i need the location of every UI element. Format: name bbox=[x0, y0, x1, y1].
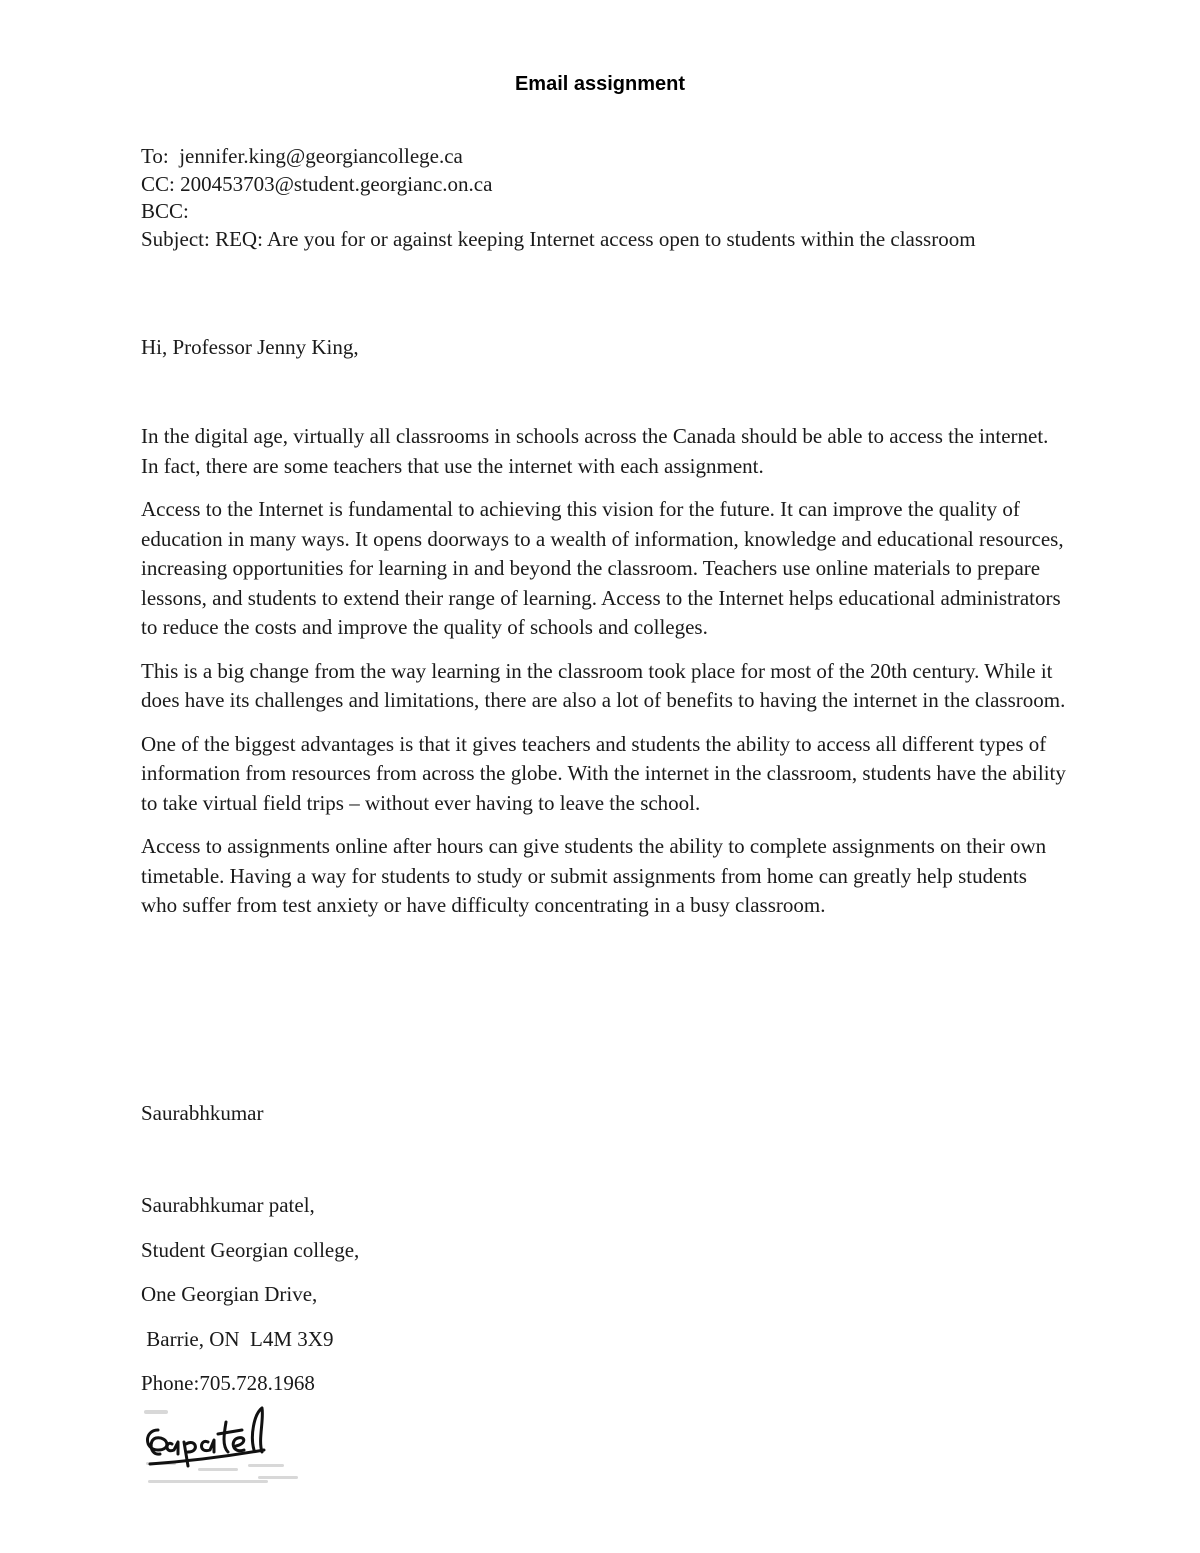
handwritten-signature bbox=[138, 1400, 308, 1492]
contact-street: One Georgian Drive, bbox=[141, 1282, 318, 1306]
subject-line: Subject: REQ: Are you for or against keeping Internet access open to students within the classroom bbox=[141, 226, 976, 251]
cc-line: CC: 200453703@student.georgianc.on.ca bbox=[141, 171, 493, 196]
body-paragraph: In the digital age, virtually all classrooms in schools across the Canada should be able to access the internet. In fact, there are some teachers that use the internet with each assignment. bbox=[141, 424, 1049, 478]
body-paragraph: One of the biggest advantages is that it gives teachers and students the ability to access all different types of information from resources from across the globe. With the internet in the classroom, students have the ability to take virtual field trips – without ever having to leave the school. bbox=[141, 731, 1066, 815]
email-body bbox=[141, 422, 1066, 935]
contact-block bbox=[141, 1191, 359, 1414]
contact-phone: Phone:705.728.1968 bbox=[141, 1371, 315, 1395]
contact-name: Saurabhkumar patel, bbox=[141, 1193, 315, 1217]
body-paragraph: Access to the Internet is fundamental to achieving this vision for the future. It can improve the quality of education in many ways. It opens doorways to a wealth of information, knowledge and educational resources, increasing opportunities for learning in and beyond the classroom. Teachers use online materials to prepare lessons, and students to extend their range of learning. Access to the Internet helps educational administrators to reduce the costs and improve the quality of schools and colleges. bbox=[141, 497, 1064, 639]
email-header bbox=[141, 143, 1061, 253]
body-paragraph: This is a big change from the way learning in the classroom took place for most of the 20th century. While it does have its challenges and limitations, there are also a lot of benefits to having the internet in the classroom. bbox=[141, 658, 1066, 712]
document-title: Email assignment bbox=[514, 73, 686, 95]
signoff-name: Saurabhkumar bbox=[141, 1101, 264, 1125]
contact-city: Barrie, ON L4M 3X9 bbox=[141, 1326, 334, 1351]
contact-affiliation: Student Georgian college, bbox=[141, 1237, 360, 1262]
bcc-line: BCC: bbox=[141, 199, 189, 223]
body-paragraph: Access to assignments online after hours can give students the ability to complete assignments on their own timetable. Having a way for students to study or submit assignments from home can greatly help students who suffer from test anxiety or have difficulty concentrating in a busy classroom. bbox=[141, 834, 1047, 917]
to-line: To: jennifer.king@georgiancollege.ca bbox=[141, 144, 463, 168]
greeting: Hi, Professor Jenny King, bbox=[141, 335, 359, 359]
signature-strokes bbox=[148, 1408, 265, 1466]
